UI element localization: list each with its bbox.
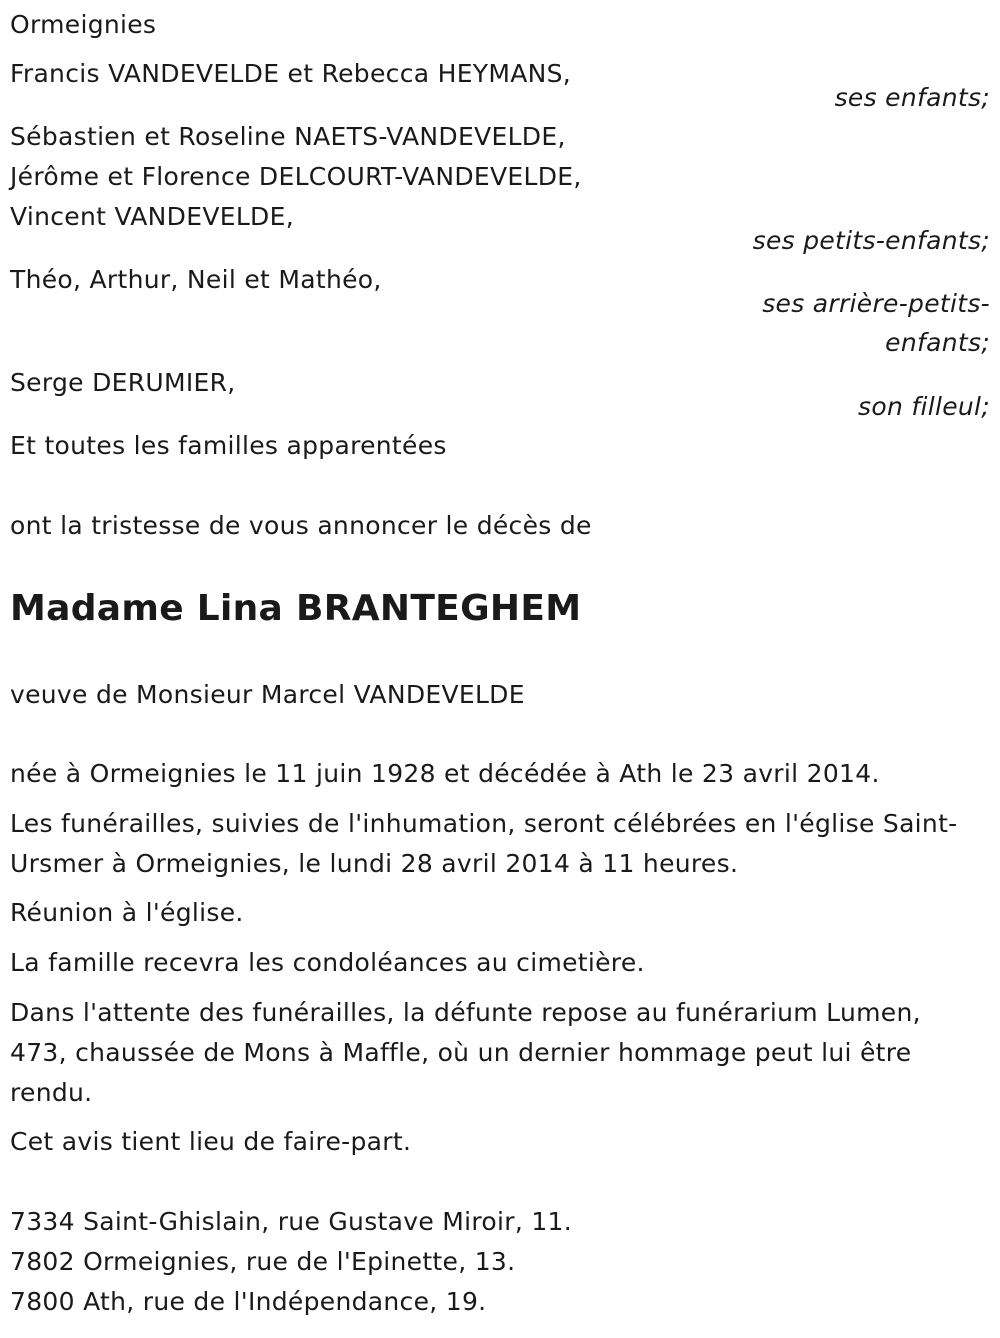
announcement-text: ont la tristesse de vous annoncer le décès de	[10, 511, 592, 540]
grandchild-name-2: Jérôme et Florence DELCOURT-VANDEVELDE,	[10, 162, 582, 191]
meeting-info: Réunion à l'église.	[10, 898, 244, 927]
rest-info-line-1: Dans l'attente des funérailles, la défunte repose au funérarium Lumen,	[10, 998, 921, 1027]
deceased-name: Madame Lina BRANTEGHEM	[10, 588, 582, 629]
address-1: 7334 Saint-Ghislain, rue Gustave Miroir, 11.	[10, 1207, 572, 1236]
town-heading: Ormeignies	[10, 10, 157, 39]
birth-death-dates: née à Ormeignies le 11 juin 1928 et décédée à Ath le 23 avril 2014.	[10, 759, 880, 788]
children-names: Francis VANDEVELDE et Rebecca HEYMANS,	[10, 59, 572, 88]
notice-text: Cet avis tient lieu de faire-part.	[10, 1127, 412, 1156]
funeral-info-line-2: Ursmer à Ormeignies, le lundi 28 avril 2014 à 11 heures.	[10, 849, 739, 878]
grandchild-name-3: Vincent VANDEVELDE,	[10, 202, 294, 231]
rest-info-line-2: 473, chaussée de Mons à Maffle, où un dernier hommage peut lui être	[10, 1038, 912, 1067]
great-grandchildren-role-line-1: ses arrière-petits-	[762, 289, 990, 318]
rest-info-line-3: rendu.	[10, 1078, 93, 1107]
great-grandchildren-names: Théo, Arthur, Neil et Mathéo,	[10, 265, 382, 294]
grandchildren-role: ses petits-enfants;	[752, 226, 990, 255]
other-families: Et toutes les familles apparentées	[10, 431, 447, 460]
godson-role: son filleul;	[858, 392, 990, 421]
funeral-info-line-1: Les funérailles, suivies de l'inhumation, seront célébrées en l'église Saint-	[10, 809, 958, 838]
address-3: 7800 Ath, rue de l'Indépendance, 19.	[10, 1287, 487, 1316]
address-2: 7802 Ormeignies, rue de l'Epinette, 13.	[10, 1247, 516, 1276]
condolences-info: La famille recevra les condoléances au cimetière.	[10, 948, 645, 977]
godson-name: Serge DERUMIER,	[10, 368, 236, 397]
grandchild-name-1: Sébastien et Roseline NAETS-VANDEVELDE,	[10, 122, 566, 151]
children-role: ses enfants;	[834, 83, 990, 112]
widow-of: veuve de Monsieur Marcel VANDEVELDE	[10, 680, 525, 709]
great-grandchildren-role-line-2: enfants;	[885, 328, 990, 357]
